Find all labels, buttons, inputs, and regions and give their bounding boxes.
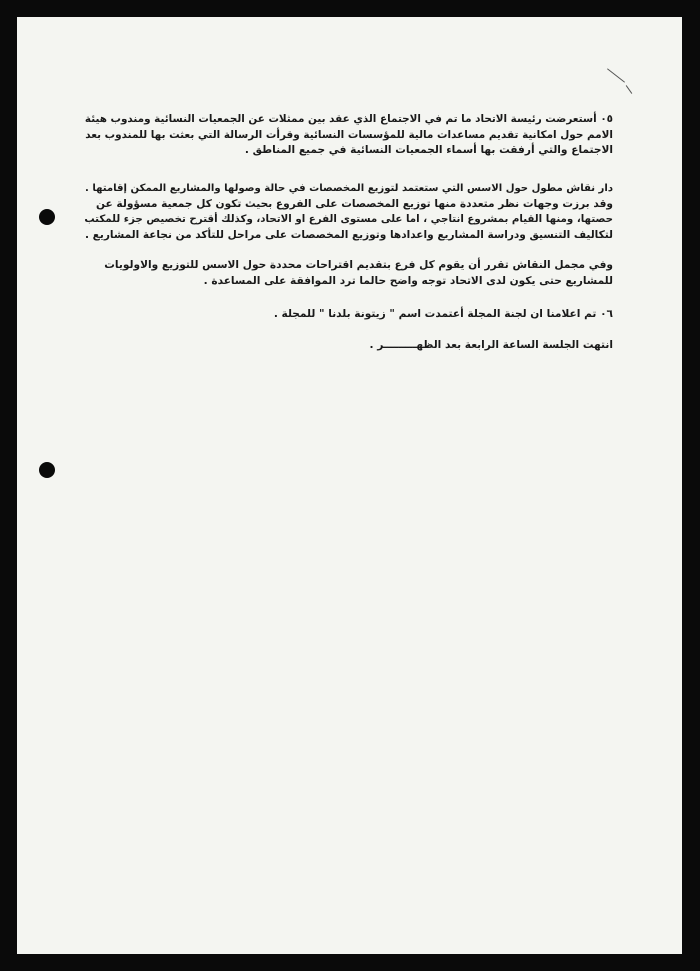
punch-hole-bottom — [39, 462, 55, 478]
text-line: وقد برزت وجهات نظر متعددة منها توزيع المخصصات على الفروع بحيث تكون كل جمعية مسؤولة عن — [95, 197, 613, 210]
text-line: للمشاريع حتى يكون لدى الاتحاد توجه واضح حالما ترد الموافقة على المساعدة . — [203, 274, 613, 287]
text-line: ٠٥ أستعرضت رئيسة الاتحاد ما تم في الاجتماع الذي عقد بين ممثلات عن الجمعيات النسائية ومندوب هيئة — [84, 113, 613, 125]
text-line: دار نقاش مطول حول الاسس التي ستعتمد لتوزيع المخصصات في حالة وصولها والمشاريع الممكن إقامتها . — [84, 183, 613, 194]
paragraph-5 — [85, 112, 613, 159]
text-line: انتهت الجلسة الساعة الرابعة بعد الظهـــــــــر . — [369, 339, 613, 351]
pen-mark — [607, 68, 625, 82]
text-line: الاجتماع والتي أرفقت بها أسماء الجمعيات النسائية في جميع المناطق . — [244, 144, 613, 156]
paragraph-6 — [85, 307, 613, 323]
text-line: وفي مجمل النقاش تقرر أن يقوم كل فرع بتقديم اقتراحات محددة حول الاسس للتوزيع والاولويات — [104, 259, 613, 271]
paragraph-decision — [85, 258, 613, 289]
paragraph-discussion — [85, 181, 613, 243]
text-line: ٠٦ تم اعلامنا ان لجنة المجلة أعتمدت اسم " زيتونة بلدنا " للمجلة . — [273, 308, 613, 320]
text-line: الامم حول امكانية تقديم مساعدات مالية للمؤسسات النسائية وقرأت الرسالة التي بعثت بها للمندوب بعد — [85, 128, 613, 141]
document-page — [17, 17, 682, 954]
text-line: حصتها، ومنها القيام بمشروع انتاجي ، اما على مستوى الفرع او الاتحاد، وكذلك أقترح تخصيص جزء للمكتب — [84, 213, 613, 225]
pen-mark-tail — [626, 85, 633, 94]
punch-hole-top — [39, 209, 55, 225]
text-line: لتكاليف التنسيق ودراسة المشاريع واعدادها وتوزيع المخصصات على مراحل للتأكد من نجاعة المشاريع . — [85, 228, 613, 241]
closing-line — [85, 338, 613, 354]
